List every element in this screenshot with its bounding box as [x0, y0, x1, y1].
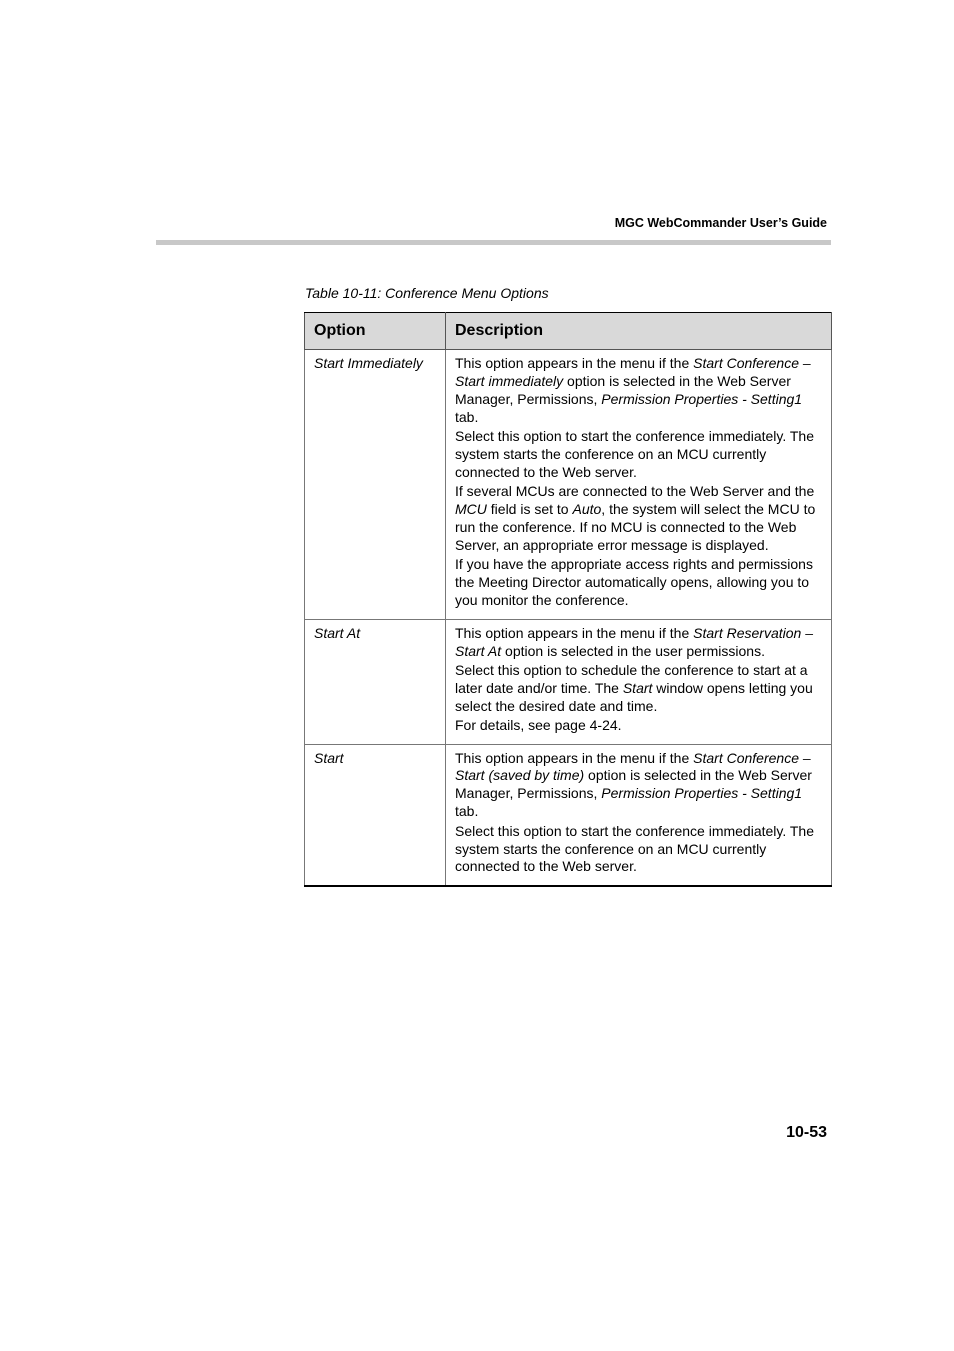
description-text: If you have the appropriate access rights and permissions the Meeting Director automatically opens, allowing you to you monitor the conference.: [455, 556, 813, 609]
option-cell: Start Immediately: [305, 349, 446, 619]
table-header-row: [305, 313, 832, 350]
description-text: option is selected in the Web Server Manager, Permissions,: [455, 767, 812, 802]
emphasis-text: Start Reservation – Start At: [455, 624, 813, 659]
emphasis-text: Auto: [572, 501, 602, 518]
emphasis-text: Start Conference – Start immediately: [455, 354, 811, 389]
description-paragraph: [455, 750, 822, 822]
description-text: , the system will select the MCU to run the conference. If no MCU is connected to the Web Server, an appropriate error message is displayed.: [455, 501, 816, 553]
conference-menu-options-table: [304, 312, 832, 887]
table-caption: Table 10-11: Conference Menu Options: [305, 285, 549, 301]
option-cell: Start At: [305, 619, 446, 744]
running-header-title: MGC WebCommander User’s Guide: [614, 216, 827, 230]
column-header-option: Option: [305, 313, 446, 350]
emphasis-text: Start Conference – Start (saved by time): [455, 749, 811, 784]
description-paragraph: [455, 355, 822, 427]
description-text: field is set to: [486, 501, 573, 518]
description-text: option is selected in the user permissions.: [501, 642, 765, 659]
description-text: tab.: [455, 408, 479, 425]
description-paragraph: [455, 662, 822, 716]
header-rule: [156, 240, 831, 245]
description-paragraph: [455, 717, 822, 735]
description-text: This option appears in the menu if the: [455, 624, 694, 641]
emphasis-text: Start: [622, 679, 653, 696]
description-paragraph: [455, 556, 822, 610]
description-text: Select this option to start the conference immediately. The system starts the conference on an MCU currently connected to the Web server.: [455, 822, 815, 875]
description-text: If several MCUs are connected to the Web Server and the: [455, 483, 815, 500]
description-text: Select this option to schedule the conference to start at a later date and/or time. The: [455, 661, 808, 696]
description-text: Select this option to start the conference immediately. The system starts the conference on an MCU currently connected to the Web server.: [455, 428, 815, 480]
page-number: 10-53: [786, 1124, 827, 1141]
description-text: window opens letting you select the desired date and time.: [455, 679, 813, 714]
description-paragraph: [455, 428, 822, 482]
column-header-description: Description: [446, 313, 832, 350]
table-row: [305, 744, 832, 886]
description-paragraph: [455, 483, 822, 555]
description-text: This option appears in the menu if the: [455, 354, 694, 371]
description-text: This option appears in the menu if the: [455, 749, 694, 766]
description-cell: [446, 349, 832, 619]
emphasis-text: MCU: [455, 501, 487, 518]
description-text: option is selected in the Web Server Manager, Permissions,: [455, 372, 791, 407]
description-paragraph: [455, 625, 822, 661]
table-row: [305, 619, 832, 744]
description-paragraph: [455, 823, 822, 877]
description-cell: [446, 619, 832, 744]
table-row: [305, 349, 832, 619]
emphasis-text: Permission Properties - Setting1: [601, 390, 803, 407]
emphasis-text: Permission Properties - Setting1: [601, 785, 803, 802]
option-cell: Start: [305, 744, 446, 886]
description-text: For details, see page 4-24.: [455, 717, 622, 734]
description-cell: [446, 744, 832, 886]
description-text: tab.: [455, 803, 479, 820]
